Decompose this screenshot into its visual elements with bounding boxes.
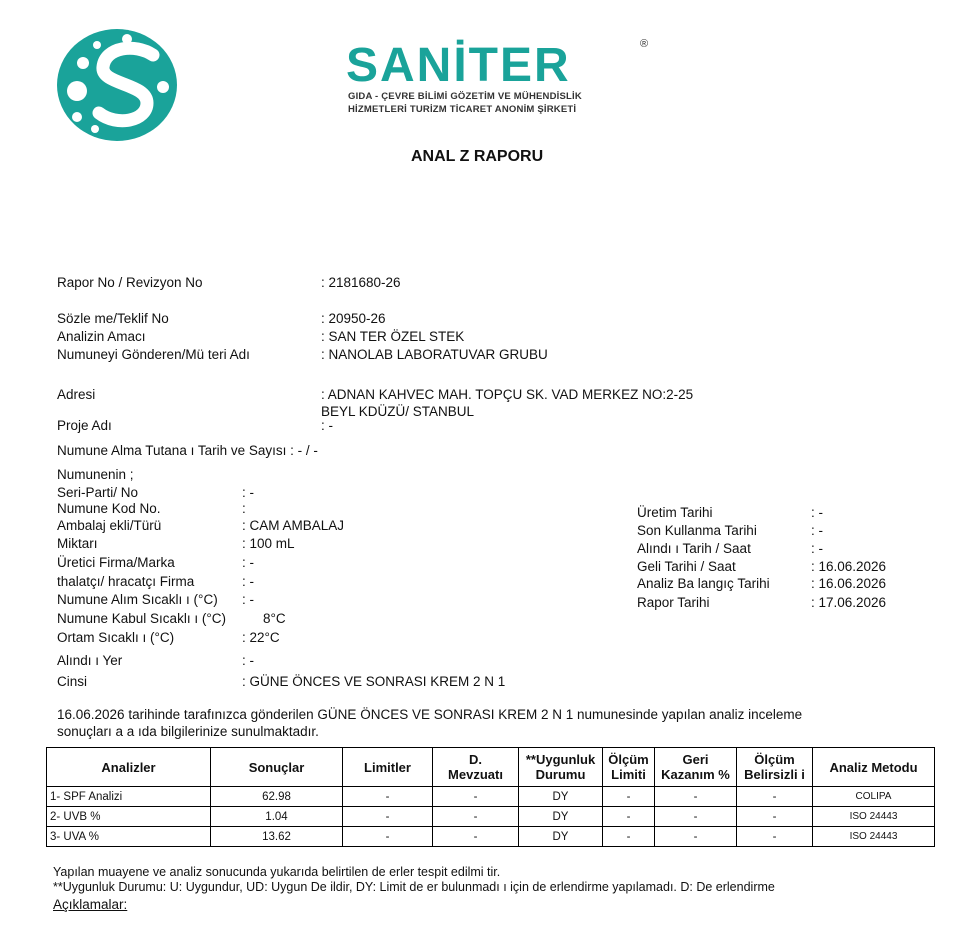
sample-row-value: : - [242,485,254,500]
sample-row-label: Ortam Sıcaklı ı (°C) [57,630,175,645]
sample-row-label: Üretici Firma/Marka [57,555,175,570]
sample-row-value: : 100 mL [242,536,295,551]
project-label: Proje Adı [57,418,112,433]
footer-note2: **Uygunluk Durumu: U: Uygundur, UD: Uygun De ildir, DY: Limit de er bulunmadı ı için de erlendirme yapılamadı. D: De erlendirme [53,880,775,894]
sample-row-value: : - [242,653,254,668]
table-cell: - [737,807,813,827]
address-value-line1: : ADNAN KAHVEC MAH. TOPÇU SK. VAD MERKEZ NO:2-25 [321,387,694,402]
table-cell: DY [519,807,603,827]
table-cell: DY [519,787,603,807]
header-uncertainty: Ölçüm Belirsizli i [737,748,813,787]
sample-row-label: Seri-Parti/ No [57,485,139,500]
table-cell: 3- UVA % [47,827,211,847]
header-regulation: D. Mevzuatı [433,748,519,787]
date-row-value: : - [811,541,823,556]
table-cell: 2- UVB % [47,807,211,827]
table-cell: - [603,807,655,827]
contract-label: Sözle me/Teklif No [57,311,169,326]
project-value: : - [321,418,333,433]
header-measure-limit: Ölçüm Limiti [603,748,655,787]
sample-row-label: Cinsi [57,674,88,689]
table-cell: DY [519,827,603,847]
sample-row-label: Numune Kod No. [57,501,161,516]
intro-line1: 16.06.2026 tarihinde tarafınızca gönderilen GÜNE ÖNCES VE SONRASI KREM 2 N 1 numunesinde yapılan analiz inceleme [57,707,803,722]
table-cell: - [433,827,519,847]
purpose-label: Analizin Amacı [57,329,146,344]
sample-heading: Numunenin ; [57,467,134,482]
sample-row-label: Alındı ı Yer [57,653,123,668]
sender-value: : NANOLAB LABORATUVAR GRUBU [321,347,548,362]
table-cell: - [433,787,519,807]
table-cell: ISO 24443 [813,807,935,827]
table-row [47,787,935,807]
sample-row-label: thalatçı/ hracatçı Firma [57,574,195,589]
table-cell: - [343,827,433,847]
company-subtitle-line1: GIDA - ÇEVRE BİLİMİ GÖZETİM VE MÜHENDİSLİK [348,91,582,102]
table-cell: - [343,807,433,827]
header-method: Analiz Metodu [813,748,935,787]
date-row-value: : 17.06.2026 [811,595,887,610]
contract-value: : 20950-26 [321,311,386,326]
date-row-label: Son Kullanma Tarihi [637,523,757,538]
table-cell: - [655,807,737,827]
sample-row-value: : 22°C [242,630,280,645]
date-row-value: : 16.06.2026 [811,576,887,591]
report-no-value: : 2181680-26 [321,275,401,290]
table-cell: - [603,827,655,847]
sample-row-value: : - [242,555,254,570]
report-no-label: Rapor No / Revizyon No [57,275,203,290]
purpose-value: : SAN TER ÖZEL STEK [321,329,465,344]
table-cell: - [737,827,813,847]
table-cell: COLIPA [813,787,935,807]
table-cell: - [433,807,519,827]
date-row-value: : - [811,523,823,538]
date-row-value: : - [811,505,823,520]
date-row-label: Geli Tarihi / Saat [637,559,736,574]
table-cell: 13.62 [211,827,343,847]
date-row-value: : 16.06.2026 [811,559,887,574]
sample-row-value: 8°C [263,611,286,626]
date-row-label: Alındı ı Tarih / Saat [637,541,751,556]
header-results: Sonuçlar [211,748,343,787]
header-compliance: **Uygunluk Durumu [519,748,603,787]
footer-note1: Yapılan muayene ve analiz sonucunda yukarıda belirtilen de erler tespit edilmi tir. [53,865,501,879]
table-cell: - [737,787,813,807]
sample-row-value: : - [242,574,254,589]
sample-row-label: Numune Kabul Sıcaklı ı (°C) [57,611,226,626]
table-row [47,807,935,827]
table-cell: 62.98 [211,787,343,807]
header-recovery: Geri Kazanım % [655,748,737,787]
table-cell: - [655,787,737,807]
date-row-label: Rapor Tarihi [637,595,710,610]
company-logo-icon [55,25,190,145]
brand-name: SANİTER [346,39,571,92]
date-row-label: Üretim Tarihi [637,505,713,520]
sample-row-label: Numune Alım Sıcaklı ı (°C) [57,592,218,607]
table-header-row [47,748,935,787]
sample-row-value: : GÜNE ÖNCES VE SONRASI KREM 2 N 1 [242,674,506,689]
sample-row-value: : CAM AMBALAJ [242,518,345,533]
table-cell: - [655,827,737,847]
registered-mark: ® [640,38,649,50]
header-limits: Limitler [343,748,433,787]
table-cell: 1.04 [211,807,343,827]
remarks-heading: Açıklamalar: [53,897,128,912]
sample-row-value: : - [242,592,254,607]
sampling-record: Numune Alma Tutana ı Tarih ve Sayısı : - / - [57,443,318,458]
sender-label: Numuneyi Gönderen/Mü teri Adı [57,347,250,362]
table-cell: 1- SPF Analizi [47,787,211,807]
header-analyses: Analizler [47,748,211,787]
sample-row-label: Miktarı [57,536,98,551]
date-row-label: Analiz Ba langıç Tarihi [637,576,770,591]
report-title: ANAL Z RAPORU [411,148,544,165]
table-cell: - [603,787,655,807]
address-label: Adresi [57,387,96,402]
sample-row-value: : [242,501,246,516]
address-value-line2: BEYL KDÜZÜ/ STANBUL [321,404,475,419]
table-cell: - [343,787,433,807]
results-table [46,747,935,847]
table-cell: ISO 24443 [813,827,935,847]
sample-row-label: Ambalaj ekli/Türü [57,518,162,533]
company-subtitle-line2: HİZMETLERİ TURİZM TİCARET ANONİM ŞİRKETİ [348,104,577,115]
intro-line2: sonuçları a a ıda bilgilerinize sunulmaktadır. [57,724,319,739]
table-row [47,827,935,847]
